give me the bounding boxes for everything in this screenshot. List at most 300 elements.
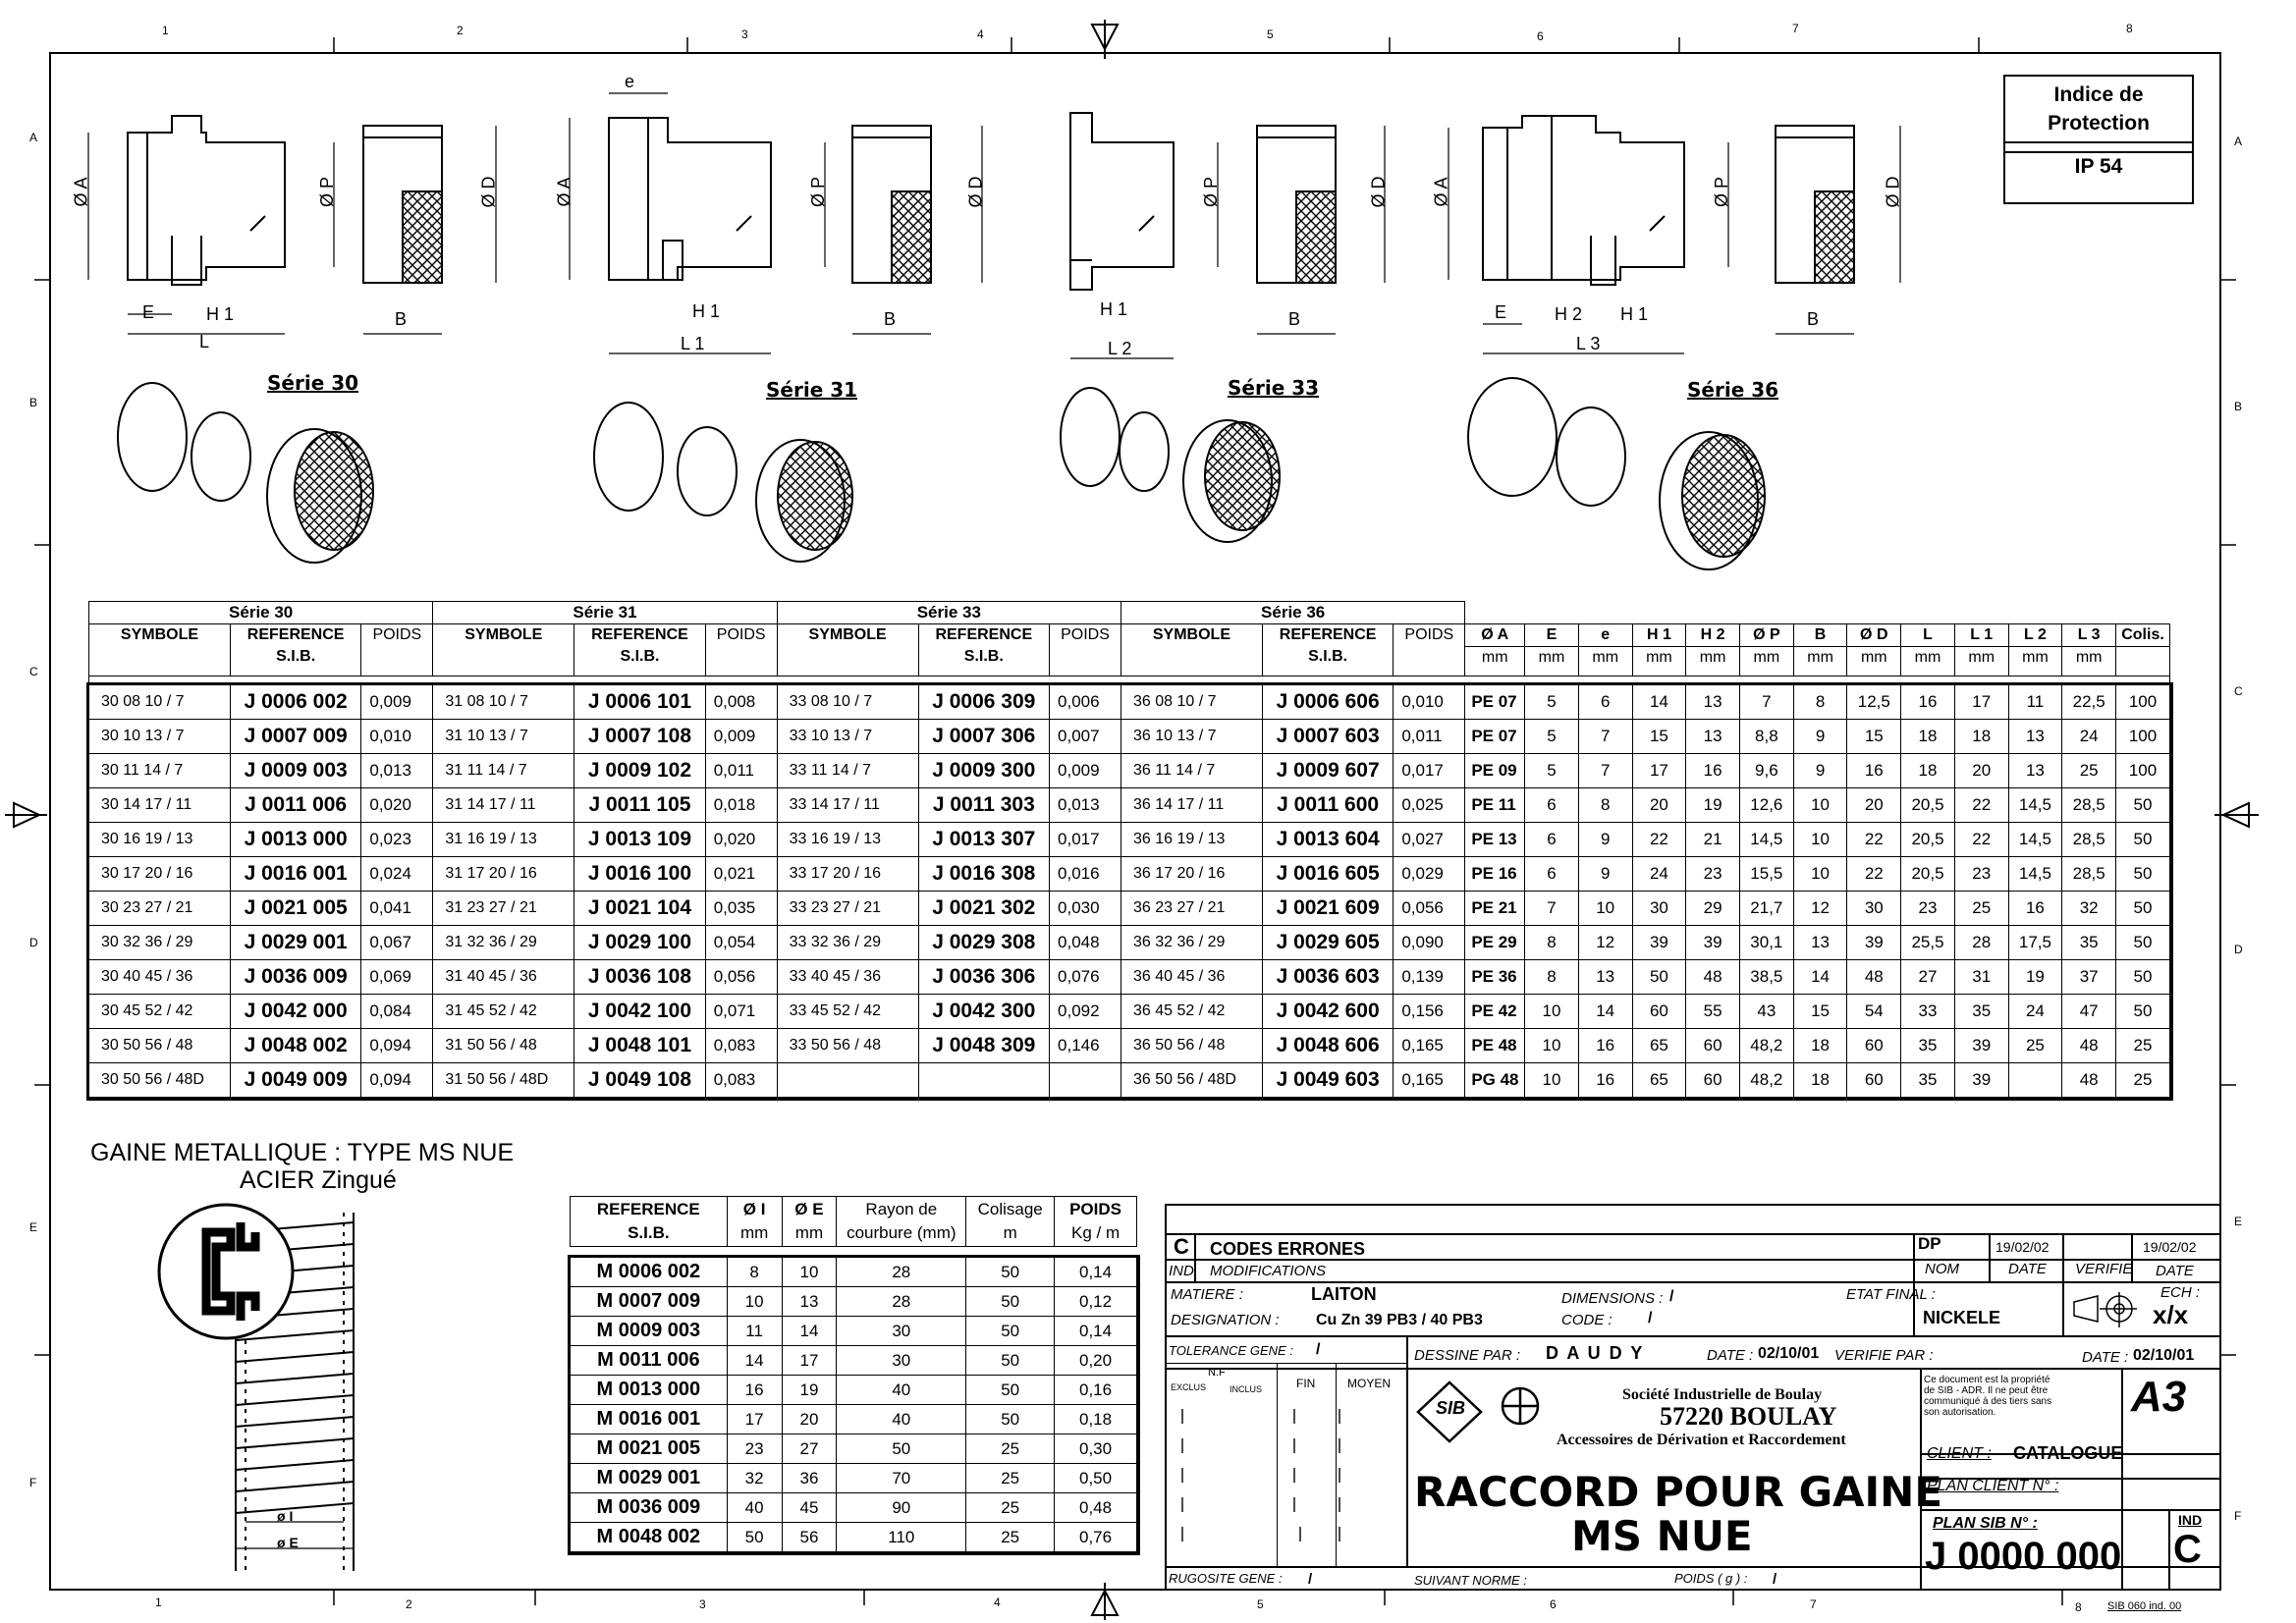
dim-header xyxy=(1793,624,1847,676)
dimension-cell: 5 xyxy=(1525,720,1579,754)
series-title: Série 31 xyxy=(433,602,777,624)
dimension-cell: 29 xyxy=(1686,892,1740,926)
reference-cell xyxy=(918,1063,1049,1098)
hose-header-line-1: Rayon de xyxy=(865,1200,938,1218)
dim-label: Ø D xyxy=(478,176,499,208)
hose-reference-cell: M 0036 009 xyxy=(571,1493,728,1523)
dim-header-label: Ø P xyxy=(1753,626,1780,643)
symbol-cell: 36 17 20 / 16 xyxy=(1121,857,1262,892)
confidentiality-notice: Ce document est la propriété de SIB - ADR. Il ne peut être communiqué à des tiers sans son autorisation. xyxy=(1924,1375,2052,1418)
separator xyxy=(571,1247,1137,1258)
dimension-cell: 48 xyxy=(2062,1029,2116,1063)
dimension-cell: 39 xyxy=(1847,926,1901,960)
symbol-cell: 33 50 56 / 48 xyxy=(777,1029,918,1063)
hose-value-cell: 0,14 xyxy=(1055,1317,1137,1346)
drawing-title-1: RACCORD POUR GAINE xyxy=(1414,1468,1943,1516)
ech-value: x/x xyxy=(2153,1300,2189,1329)
symbol-cell: 36 50 56 / 48D xyxy=(1121,1063,1262,1098)
hose-value-cell: 25 xyxy=(966,1434,1055,1464)
hose-header-line-1: POIDS xyxy=(1069,1200,1121,1218)
reference-cell: J 0016 308 xyxy=(918,857,1049,892)
dim-header-unit: mm xyxy=(1955,646,2008,671)
reference-cell: J 0011 105 xyxy=(574,788,705,823)
dimension-cell: 30 xyxy=(1632,892,1686,926)
dimension-cell: 25 xyxy=(2116,1029,2170,1063)
dimension-cell: 28,5 xyxy=(2062,823,2116,857)
dim-header-unit: mm xyxy=(1794,646,1847,671)
hose-value-cell: 30 xyxy=(837,1346,966,1376)
dim-header-unit: mm xyxy=(1901,646,1954,671)
symbol-cell: 30 08 10 / 7 xyxy=(89,685,231,720)
zone-right-A: A xyxy=(2234,135,2243,148)
weight-cell: 0,092 xyxy=(1050,995,1121,1029)
dimension-cell: 14 xyxy=(1578,995,1632,1029)
weight-cell: 0,069 xyxy=(361,960,433,995)
hose-value-cell: 17 xyxy=(782,1346,837,1376)
dim-header xyxy=(1901,624,1955,676)
dimensions-label: DIMENSIONS : xyxy=(1561,1290,1664,1307)
zone-right-B: B xyxy=(2234,400,2243,413)
hose-column-header xyxy=(966,1197,1055,1247)
hose-header-line-2: Kg / m xyxy=(1070,1223,1121,1242)
reference-cell: J 0007 108 xyxy=(574,720,705,754)
dim-header-label: L 2 xyxy=(2024,626,2047,643)
hose-header-line-1: Ø E xyxy=(794,1200,824,1218)
dimension-cell: PE 21 xyxy=(1465,892,1525,926)
dimension-cell: 30 xyxy=(1847,892,1901,926)
date-value-2: 02/10/01 xyxy=(2133,1347,2195,1364)
table-row xyxy=(89,960,2170,995)
dimension-cell: 21 xyxy=(1686,823,1740,857)
dim-header-label: Ø A xyxy=(1481,626,1509,643)
table-row xyxy=(89,926,2170,960)
weight-cell: 0,054 xyxy=(705,926,777,960)
column-header: REFERENCE S.I.B. xyxy=(1262,624,1393,676)
reference-cell: J 0006 309 xyxy=(918,685,1049,720)
dimension-cell: 17 xyxy=(1632,754,1686,788)
weight-cell: 0,007 xyxy=(1050,720,1121,754)
dimension-cell: 16 xyxy=(1578,1029,1632,1063)
symbol-cell: 33 14 17 / 11 xyxy=(777,788,918,823)
dim-label: B xyxy=(395,309,408,329)
dimension-cell: 18 xyxy=(1954,720,2008,754)
column-header: POIDS xyxy=(361,624,433,676)
hose-value-cell: 14 xyxy=(782,1317,837,1346)
reference-cell: J 0029 605 xyxy=(1262,926,1393,960)
weight-cell: 0,017 xyxy=(1050,823,1121,857)
dim-label: H 1 xyxy=(692,301,721,321)
dimension-cell: 20,5 xyxy=(1901,823,1955,857)
table-row xyxy=(89,685,2170,720)
dim-header-unit: mm xyxy=(1579,646,1632,671)
symbol-cell: 31 40 45 / 36 xyxy=(433,960,574,995)
dim-label: H 1 xyxy=(206,304,235,324)
dimension-cell: 9 xyxy=(1578,857,1632,892)
hose-value-cell: 27 xyxy=(782,1434,837,1464)
dimension-cell: 39 xyxy=(1954,1063,2008,1098)
column-header: SYMBOLE xyxy=(1121,624,1262,676)
dim-header-label: B xyxy=(1814,626,1827,643)
dim-label: B xyxy=(1288,309,1301,329)
dimension-cell: 20,5 xyxy=(1901,857,1955,892)
dimension-cell: 25,5 xyxy=(1901,926,1955,960)
dimension-cell: 19 xyxy=(2008,960,2062,995)
symbol-cell: 33 45 52 / 42 xyxy=(777,995,918,1029)
date-value-1: 02/10/01 xyxy=(1758,1345,1820,1362)
dimension-cell: 48 xyxy=(1686,960,1740,995)
dim-label: Ø P xyxy=(808,176,829,208)
dimension-cell: 24 xyxy=(2062,720,2116,754)
serie-33-label: Série 33 xyxy=(1228,376,1320,400)
dimension-cell: 13 xyxy=(1686,720,1740,754)
separator xyxy=(89,676,2170,685)
weight-cell: 0,071 xyxy=(705,995,777,1029)
reference-cell: J 0036 603 xyxy=(1262,960,1393,995)
rev-letter: C xyxy=(1174,1234,1189,1259)
dimension-cell: 39 xyxy=(1686,926,1740,960)
hose-value-cell: 50 xyxy=(966,1346,1055,1376)
symbol-cell: 36 23 27 / 21 xyxy=(1121,892,1262,926)
rev-by: DP xyxy=(1918,1234,1941,1253)
reference-cell: J 0009 300 xyxy=(918,754,1049,788)
zone-bottom-2: 2 xyxy=(406,1597,412,1611)
format-label: A3 xyxy=(2131,1373,2187,1421)
dimension-cell: 9 xyxy=(1793,754,1847,788)
dim-label: L xyxy=(199,332,210,352)
weight-cell: 0,008 xyxy=(705,685,777,720)
dimension-cell: 5 xyxy=(1525,685,1579,720)
weight-cell: 0,048 xyxy=(1050,926,1121,960)
reference-cell: J 0029 100 xyxy=(574,926,705,960)
dimension-cell: 25 xyxy=(2008,1029,2062,1063)
reference-cell: J 0011 303 xyxy=(918,788,1049,823)
dimension-cell: 14,5 xyxy=(2008,857,2062,892)
dimension-cell: 12 xyxy=(1793,892,1847,926)
symbol-cell: 33 10 13 / 7 xyxy=(777,720,918,754)
dimension-cell: 13 xyxy=(1793,926,1847,960)
dim-header xyxy=(1465,624,1525,676)
hdr-date-2: DATE xyxy=(2156,1263,2194,1279)
reference-cell: J 0021 302 xyxy=(918,892,1049,926)
zone-right-C: C xyxy=(2234,684,2243,698)
weight-cell xyxy=(1050,1063,1121,1098)
dim-label: Ø A xyxy=(71,177,91,207)
dimension-cell: 13 xyxy=(2008,720,2062,754)
symbol-cell: 31 16 19 / 13 xyxy=(433,823,574,857)
code-value: / xyxy=(1648,1310,1653,1326)
hose-value-cell: 0,20 xyxy=(1055,1346,1137,1376)
dimension-cell: 18 xyxy=(1901,754,1955,788)
zone-bottom-8: 8 xyxy=(2075,1600,2082,1614)
rugosite-label: RUGOSITE GENE : xyxy=(1169,1571,1283,1586)
dim-header-label: L xyxy=(1923,626,1933,643)
dimension-cell: 100 xyxy=(2116,754,2170,788)
dimension-cell: PG 48 xyxy=(1465,1063,1525,1098)
dimension-cell: 15,5 xyxy=(1739,857,1793,892)
hose-value-cell: 10 xyxy=(727,1287,782,1317)
hose-reference-cell: M 0021 005 xyxy=(571,1434,728,1464)
gaine-title: GAINE METALLIQUE : TYPE MS NUE xyxy=(90,1139,515,1166)
plan-sib-value: J 0000 000 xyxy=(1925,1535,2122,1578)
dim-label: B xyxy=(1807,309,1820,329)
hose-value-cell: 32 xyxy=(727,1464,782,1493)
column-header-row xyxy=(89,624,2170,676)
weight-cell: 0,023 xyxy=(361,823,433,857)
hose-value-cell: 0,14 xyxy=(1055,1258,1137,1287)
dimension-cell: 33 xyxy=(1901,995,1955,1029)
dimension-cell: 7 xyxy=(1578,720,1632,754)
table-row xyxy=(89,1029,2170,1063)
weight-cell: 0,009 xyxy=(1050,754,1121,788)
tolerance-label: TOLERANCE GENE : xyxy=(1169,1343,1293,1358)
dimension-cell: 43 xyxy=(1739,995,1793,1029)
dimensions-value: / xyxy=(1669,1288,1674,1305)
weight-cell: 0,084 xyxy=(361,995,433,1029)
weight-cell: 0,006 xyxy=(1050,685,1121,720)
dimension-cell: 8,8 xyxy=(1739,720,1793,754)
dim-label: Ø P xyxy=(1201,176,1222,208)
dimension-cell: 22 xyxy=(1847,823,1901,857)
dimension-cell: 28,5 xyxy=(2062,857,2116,892)
dim-header xyxy=(1578,624,1632,676)
symbol-cell: 36 10 13 / 7 xyxy=(1121,720,1262,754)
reference-cell: J 0013 604 xyxy=(1262,823,1393,857)
hose-value-cell: 25 xyxy=(966,1493,1055,1523)
hose-header-line-2: S.I.B. xyxy=(628,1223,670,1242)
symbol-cell: 36 14 17 / 11 xyxy=(1121,788,1262,823)
reference-cell: J 0048 002 xyxy=(230,1029,360,1063)
dimension-cell: 20 xyxy=(1954,754,2008,788)
dim-header-label: H 1 xyxy=(1646,626,1671,643)
weight-cell: 0,011 xyxy=(705,754,777,788)
hose-value-cell: 50 xyxy=(727,1523,782,1552)
hose-value-cell: 13 xyxy=(782,1287,837,1317)
symbol-cell: 30 50 56 / 48D xyxy=(89,1063,231,1098)
dim-header-label: L 1 xyxy=(1970,626,1994,643)
reference-cell: J 0049 009 xyxy=(230,1063,360,1098)
dimension-cell: 60 xyxy=(1686,1029,1740,1063)
zone-top-3: 3 xyxy=(741,27,748,41)
weight-cell: 0,146 xyxy=(1050,1029,1121,1063)
dim-label: B xyxy=(884,309,897,329)
zone-bottom-3: 3 xyxy=(699,1597,706,1611)
symbol-cell: 30 40 45 / 36 xyxy=(89,960,231,995)
rugosite-value: / xyxy=(1308,1571,1313,1588)
hose-value-cell: 110 xyxy=(837,1523,966,1552)
hose-reference-cell: M 0016 001 xyxy=(571,1405,728,1434)
dimension-cell: 15 xyxy=(1847,720,1901,754)
hose-value-cell: 28 xyxy=(837,1287,966,1317)
dim-header-unit: mm xyxy=(1847,646,1900,671)
tolerance-value: / xyxy=(1316,1341,1321,1358)
hose-value-cell: 50 xyxy=(966,1258,1055,1287)
hose-value-cell: 17 xyxy=(727,1405,782,1434)
dimension-cell: 13 xyxy=(2008,754,2062,788)
protection-value: IP 54 xyxy=(2074,155,2123,178)
dimension-cell: 60 xyxy=(1847,1029,1901,1063)
column-header: SYMBOLE xyxy=(433,624,574,676)
hose-column-header xyxy=(1055,1197,1137,1247)
hose-reference-cell: M 0009 003 xyxy=(571,1317,728,1346)
column-header: SYMBOLE xyxy=(89,624,231,676)
reference-cell: J 0013 307 xyxy=(918,823,1049,857)
dim-header xyxy=(2116,624,2170,676)
zone-bottom-5: 5 xyxy=(1257,1597,1264,1611)
symbol-cell: 31 08 10 / 7 xyxy=(433,685,574,720)
symbol-cell: 36 08 10 / 7 xyxy=(1121,685,1262,720)
dimension-cell: 14,5 xyxy=(2008,823,2062,857)
weight-cell: 0,029 xyxy=(1394,857,1465,892)
dim-header-unit: mm xyxy=(1740,646,1793,671)
dim-header-unit xyxy=(2116,646,2169,671)
dimension-cell: PE 16 xyxy=(1465,857,1525,892)
dim-header-unit: mm xyxy=(2009,646,2062,671)
date-label-2: DATE : xyxy=(2082,1349,2129,1366)
dimension-cell: 35 xyxy=(1901,1063,1955,1098)
dimension-cell: 30,1 xyxy=(1739,926,1793,960)
symbol-cell: 33 32 36 / 29 xyxy=(777,926,918,960)
symbol-cell: 31 32 36 / 29 xyxy=(433,926,574,960)
weight-cell: 0,027 xyxy=(1394,823,1465,857)
weight-cell: 0,083 xyxy=(705,1063,777,1098)
dimension-cell: 48,2 xyxy=(1739,1029,1793,1063)
hose-reference-cell: M 0029 001 xyxy=(571,1464,728,1493)
hdr-nom: NOM xyxy=(1925,1261,1959,1277)
hose-reference-cell: M 0048 002 xyxy=(571,1523,728,1552)
zone-top-5: 5 xyxy=(1267,27,1274,41)
dimension-cell: 6 xyxy=(1525,788,1579,823)
dessine-value: D A U D Y xyxy=(1546,1343,1645,1363)
zone-left-E: E xyxy=(29,1220,38,1234)
hose-value-cell: 23 xyxy=(727,1434,782,1464)
dimension-cell: 8 xyxy=(1525,926,1579,960)
company-logo-text: SIB xyxy=(1436,1398,1466,1418)
dimension-cell: 38,5 xyxy=(1739,960,1793,995)
ech-label: ECH : xyxy=(2160,1284,2201,1301)
dimension-cell: 23 xyxy=(1686,857,1740,892)
dimension-cell: 18 xyxy=(1793,1029,1847,1063)
dimension-cell: 14 xyxy=(1632,685,1686,720)
verifie-label: VERIFIE PAR : xyxy=(1834,1347,1934,1364)
hose-column-header xyxy=(782,1197,837,1247)
hose-header-line-1: Colisage xyxy=(977,1200,1043,1218)
series-header-row xyxy=(89,602,2170,624)
dimension-cell: 16 xyxy=(1578,1063,1632,1098)
dim-header xyxy=(1525,624,1579,676)
reference-cell: J 0016 100 xyxy=(574,857,705,892)
hose-header-line-2: courbure (mm) xyxy=(847,1223,957,1242)
dimension-cell: 55 xyxy=(1686,995,1740,1029)
series-title: Série 36 xyxy=(1121,602,1464,624)
weight-cell: 0,018 xyxy=(705,788,777,823)
dimension-cell: PE 48 xyxy=(1465,1029,1525,1063)
reference-cell: J 0021 005 xyxy=(230,892,360,926)
dim-label: e xyxy=(625,72,635,91)
dimension-cell: 8 xyxy=(1578,788,1632,823)
dimension-cell: 60 xyxy=(1632,995,1686,1029)
weight-cell: 0,009 xyxy=(705,720,777,754)
dimension-cell: 6 xyxy=(1525,823,1579,857)
dimension-cell: 20 xyxy=(1847,788,1901,823)
hose-header-row xyxy=(571,1197,1137,1247)
hose-value-cell: 50 xyxy=(966,1405,1055,1434)
hose-value-cell: 50 xyxy=(966,1287,1055,1317)
weight-cell: 0,013 xyxy=(361,754,433,788)
zone-top-8: 8 xyxy=(2126,22,2133,35)
projection-symbol-icon xyxy=(2070,1288,2139,1331)
dimension-cell: 50 xyxy=(2116,788,2170,823)
symbol-cell: 31 45 52 / 42 xyxy=(433,995,574,1029)
reference-cell: J 0048 101 xyxy=(574,1029,705,1063)
symbol-cell: 31 17 20 / 16 xyxy=(433,857,574,892)
hose-value-cell: 50 xyxy=(837,1434,966,1464)
dimension-cell: 39 xyxy=(1632,926,1686,960)
dimension-cell: 11 xyxy=(2008,685,2062,720)
hose-value-cell: 70 xyxy=(837,1464,966,1493)
zone-top-2: 2 xyxy=(457,24,464,37)
weight-cell: 0,090 xyxy=(1394,926,1465,960)
dim-header-label: Ø D xyxy=(1860,626,1888,643)
weight-cell: 0,016 xyxy=(1050,857,1121,892)
hose-dim-e: ø E xyxy=(277,1535,299,1550)
dimension-cell: 28 xyxy=(1954,926,2008,960)
symbol-cell: 30 32 36 / 29 xyxy=(89,926,231,960)
table-row xyxy=(89,857,2170,892)
hdr-ind: IND xyxy=(1169,1263,1194,1279)
dimension-cell: 50 xyxy=(2116,995,2170,1029)
company-logo xyxy=(1410,1375,1567,1448)
dimension-cell: 15 xyxy=(1632,720,1686,754)
hose-value-cell: 8 xyxy=(727,1258,782,1287)
dimension-cell: PE 11 xyxy=(1465,788,1525,823)
dimension-cell: 22 xyxy=(1954,823,2008,857)
separator-cell xyxy=(571,1247,1137,1258)
reference-cell: J 0009 607 xyxy=(1262,754,1393,788)
designation-label: DESIGNATION : xyxy=(1171,1312,1280,1328)
reference-cell: J 0013 000 xyxy=(230,823,360,857)
zone-top-4: 4 xyxy=(977,27,984,41)
hose-header-line-2: m xyxy=(1003,1223,1017,1242)
plan-client-label: PLAN CLIENT N° : xyxy=(1927,1478,2059,1494)
dim-label: L 3 xyxy=(1576,334,1601,353)
hose-header-line-1: Ø I xyxy=(742,1200,766,1218)
dimension-cell: 48 xyxy=(2062,1063,2116,1098)
dimension-cell: 100 xyxy=(2116,720,2170,754)
dim-header xyxy=(1686,624,1740,676)
symbol-cell: 36 40 45 / 36 xyxy=(1121,960,1262,995)
dim-header-unit: mm xyxy=(2062,646,2115,671)
inclus-label: INCLUS xyxy=(1230,1384,1263,1394)
dim-header xyxy=(2062,624,2116,676)
reference-cell: J 0021 104 xyxy=(574,892,705,926)
hose-header-line-2: mm xyxy=(739,1223,769,1242)
hose-value-cell: 11 xyxy=(727,1317,782,1346)
suivant-norme-label: SUIVANT NORME : xyxy=(1414,1573,1527,1588)
matiere-value: LAITON xyxy=(1311,1284,1377,1304)
rev-date-2: 19/02/02 xyxy=(2143,1239,2197,1255)
footer-reference: SIB 060 ind. 00 xyxy=(2107,1600,2182,1612)
symbol-cell: 30 14 17 / 11 xyxy=(89,788,231,823)
hose-column-header xyxy=(571,1197,728,1247)
dimension-cell: 17 xyxy=(1954,685,2008,720)
dimension-cell: PE 09 xyxy=(1465,754,1525,788)
reference-cell: J 0021 609 xyxy=(1262,892,1393,926)
table-row xyxy=(89,788,2170,823)
weight-cell: 0,011 xyxy=(1394,720,1465,754)
hose-row xyxy=(571,1346,1137,1376)
dim-header-label: E xyxy=(1546,626,1558,643)
dimension-cell: 65 xyxy=(1632,1029,1686,1063)
